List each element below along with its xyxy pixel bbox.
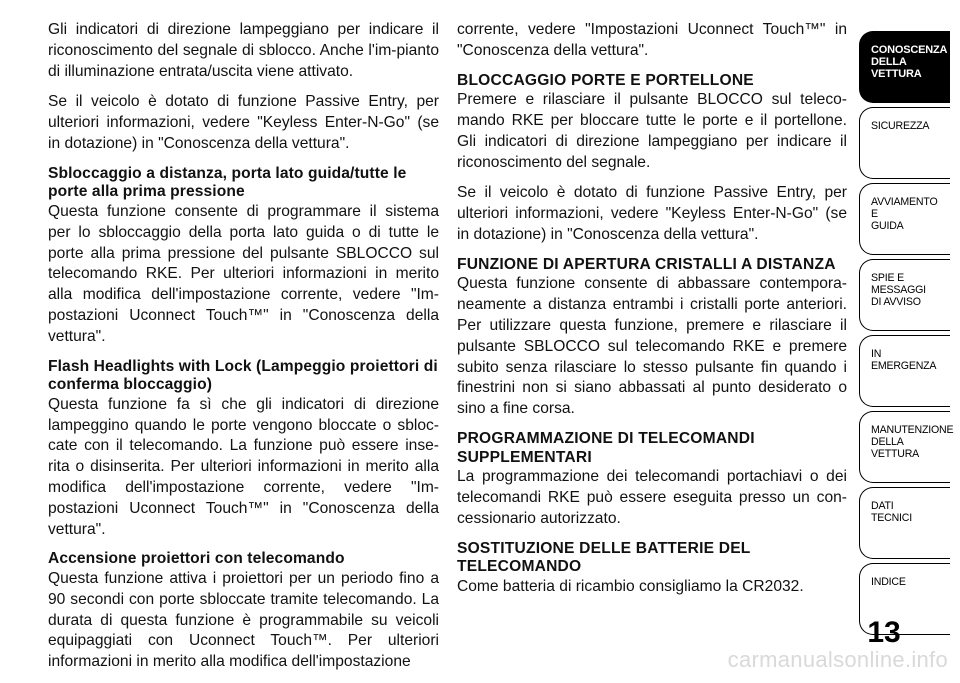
tab-conoscenza-della-vettura[interactable]: CONOSCENZA DELLA VETTURA <box>859 31 950 103</box>
section-body: Questa funzione attiva i proiettori per un periodo fino a 90 secondi con porte sbloccate tramite telecomando. La durata di questa funzione è programmabile su veicoli equipaggiati con Uconnect Touch™. Per ulteriori informazioni in merito alla modifica dell'impostazione <box>48 569 439 671</box>
section-programming-remotes <box>457 430 847 530</box>
section-remote-unlock <box>48 165 439 348</box>
paragraph: Gli indicatori di direzione lampeggiano per indicare il riconoscimento del segnale di sblocco. Anche l'im-pianto di illuminazione entrata/uscita viene attivato. <box>48 21 439 80</box>
tab-indice[interactable]: INDICE <box>859 563 950 635</box>
section-heading: PROGRAMMAZIONE DI TELECOMANDI SUPPLEMENTARI <box>457 429 755 466</box>
section-heading: FUNZIONE DI APERTURA CRISTALLI A DISTANZA <box>457 255 836 273</box>
right-column <box>457 20 847 608</box>
section-body: Come batteria di ricambio consigliamo la CR2032. <box>457 577 804 595</box>
section-body: Questa funzione consente di abbassare contempora-neamente a distanza entrambi i cristalli porte anteriori. Per utilizzare questa funzione, premere e rilasciare il pulsante SBLOCCO sul telecomando RKE e premere subito senza rilasciare lo stesso pulsante fin quando i finestrini non si siano abbassati al punto desiderato o sino a fine corsa. <box>457 275 847 418</box>
section-door-lock <box>457 72 847 174</box>
section-body: Questa funzione fa sì che gli indicatori di direzione lampeggino quando le porte vengono bloccate o sbloc-cate con il telecomando. La funzione può essere inse-rita o disinserita. Per ulteriori informazioni in merito alla modifica dell'impostazione corrente, vedere "Im-postazioni Uconnect Touch™" in "Conoscenza della vettura". <box>48 395 439 538</box>
paragraph: Se il veicolo è dotato di funzione Passive Entry, per ulteriori informazioni, vedere "Keyless Enter-N-Go" (se in dotazione) in "Conoscenza della vettura". <box>457 184 847 243</box>
tab-sicurezza[interactable]: SICUREZZA <box>859 107 950 179</box>
section-body: Premere e rilasciare il pulsante BLOCCO sul teleco-mando RKE per bloccare tutte le porte e il portellone. Gli indicatori di direzione lampeggiano per indicare il riconoscimento del segnale. <box>457 91 847 171</box>
tab-avviamento-e-guida[interactable]: AVVIAMENTO E GUIDA <box>859 183 950 255</box>
chapter-index-tabs <box>859 31 954 639</box>
tab-manutenzione[interactable]: MANUTENZIONE DELLA VETTURA <box>859 411 950 483</box>
tab-dati-tecnici[interactable]: DATI TECNICI <box>859 487 950 559</box>
section-heading: Flash Headlights with Lock (Lampeggio proiettori di conferma bloccaggio) <box>48 357 438 394</box>
section-heading: Sbloccaggio a distanza, porta lato guida/tutte le porte alla prima pressione <box>48 164 407 201</box>
section-body: La programmazione dei telecomandi portachiavi o dei telecomandi RKE può essere eseguita presso un con-cessionario autorizzato. <box>457 468 847 527</box>
section-headlights-remote <box>48 550 439 673</box>
paragraph: Se il veicolo è dotato di funzione Passive Entry, per ulteriori informazioni, vedere "Keyless Enter-N-Go" (se in dotazione) in "Conoscenza della vettura". <box>48 93 439 152</box>
left-column <box>48 20 439 683</box>
section-body: Questa funzione consente di programmare il sistema per lo sbloccaggio della porta lato guida o di tutte le porte alla prima pressione del pulsante SBLOCCO sul telecomando RKE. Per ulteriori informazioni in merito alla modifica dell'impostazione corrente, vedere "Im-postazioni Uconnect Touch™" in "Conoscenza della vettura". <box>48 202 439 345</box>
section-battery-replacement <box>457 540 847 598</box>
tab-spie-e-messaggi[interactable]: SPIE E MESSAGGI DI AVVISO <box>859 259 950 331</box>
page-number: 13 <box>867 616 901 649</box>
section-heading: BLOCCAGGIO PORTE E PORTELLONE <box>457 71 754 89</box>
section-heading: Accensione proiettori con telecomando <box>48 550 345 568</box>
section-heading: SOSTITUZIONE DELLE BATTERIE DEL TELECOMANDO <box>457 539 751 576</box>
paragraph: corrente, vedere "Impostazioni Uconnect Touch™" in "Conoscenza della vettura". <box>457 21 847 59</box>
section-flash-headlights <box>48 358 439 541</box>
watermark: carmanualsonline.info <box>727 647 948 672</box>
tab-in-emergenza[interactable]: IN EMERGENZA <box>859 335 950 407</box>
section-remote-windows <box>457 256 847 420</box>
